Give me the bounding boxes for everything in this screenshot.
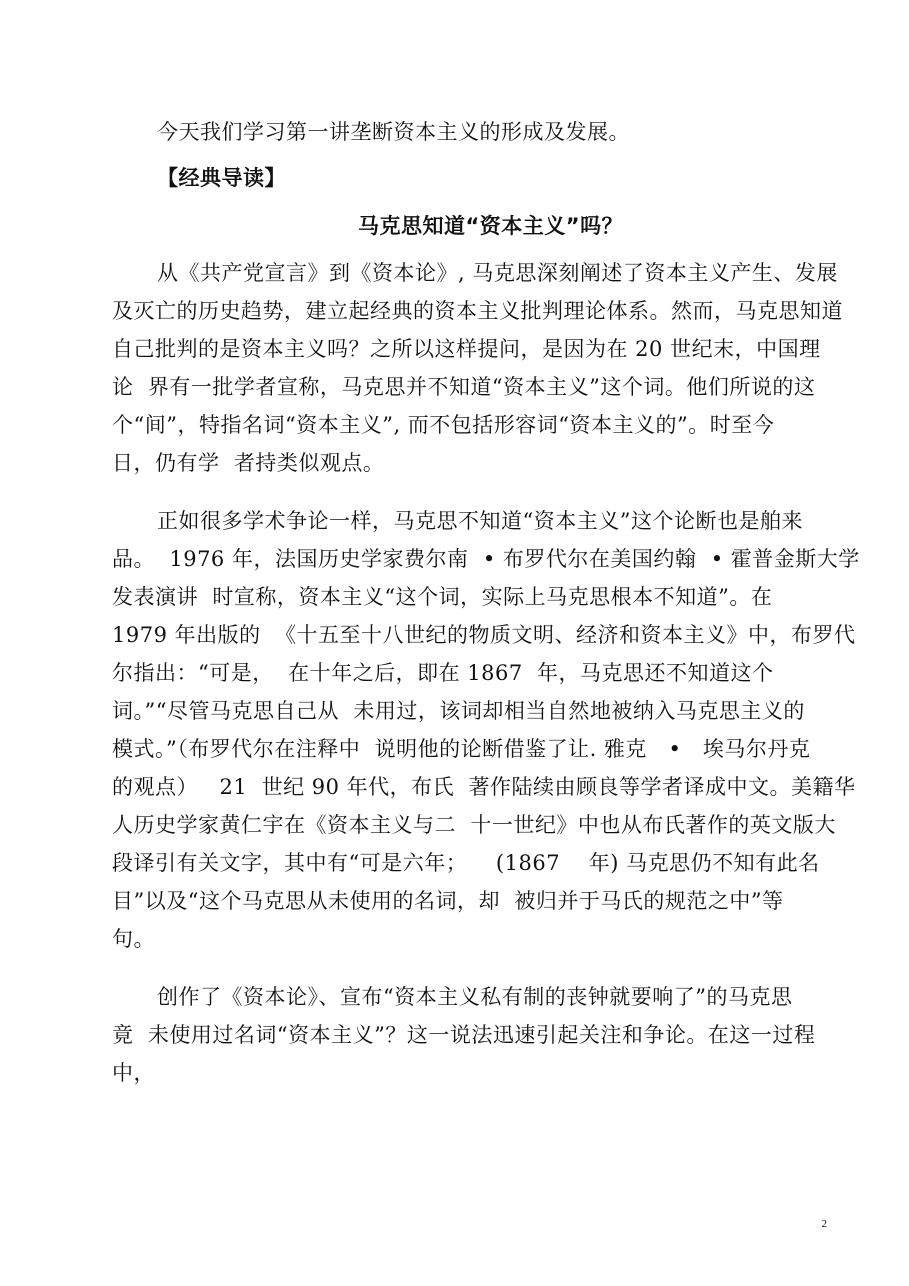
paragraph-line: 发表演讲 时宣称，资本主义“这个词，实际上马克思根本不知道”。在 xyxy=(112,585,773,609)
paragraph-line: 从《共产党宣言》到《资本论》, 马克思深刻阐述了资本主义产生、发展 xyxy=(157,261,838,285)
paragraph-line: 目”以及“这个马克思从未使用的名词，却 被归并于马氏的规范之中”等 xyxy=(112,889,784,913)
paragraph-line: 个“间”，特指名词“资本主义”, 而不包括形容词“资本主义的”。时至今 xyxy=(112,413,775,437)
paragraph-line: 竟 未使用过名词“资本主义”？这一说法迅速引起关注和争论。在这一过程 xyxy=(112,1023,816,1047)
paragraph-line: 模式。”（布罗代尔在注释中 说明他的论断借鉴了让. 雅克 • 埃马尔丹克 xyxy=(112,737,811,761)
paragraph-line: 的观点） 21 世纪 90 年代，布氏 著作陆续由顾良等学者译成中文。美籍华 xyxy=(112,775,856,799)
paragraph-line: 人历史学家黄仁宇在《资本主义与二 十一世纪》中也从布氏著作的英文版大 xyxy=(112,813,836,837)
paragraph-line: 论 界有一批学者宣称，马克思并不知道“资本主义”这个词。他们所说的这 xyxy=(112,375,816,399)
paragraph-line: 词。”“尽管马克思自己从 未用过，该词却相当自然地被纳入马克思主义的 xyxy=(112,699,805,723)
paragraph-line: 句。 xyxy=(112,927,155,951)
paragraph-line: 尔指出：“可是， 在十年之后，即在 1867 年，马克思还不知道这个 xyxy=(112,661,774,685)
paragraph-line: 自己批判的是资本主义吗？之所以这样提问，是因为在 20 世纪末，中国理 xyxy=(112,337,821,361)
article-title: 马克思知道“资本主义”吗？ xyxy=(358,214,624,238)
paragraph-line: 品。 1976 年，法国历史学家费尔南 • 布罗代尔在美国约翰 • 霍普金斯大学 xyxy=(112,547,860,571)
paragraph-line: 正如很多学术争论一样，马克思不知道“资本主义”这个论断也是舶来 xyxy=(157,509,803,533)
paragraph-line: 创作了《资本论》、宣布“资本主义私有制的丧钟就要响了”的马克思 xyxy=(157,985,793,1009)
intro-text: 今天我们学习第一讲垄断资本主义的形成及发展。 xyxy=(157,120,630,144)
paragraph-line: 段译引有关文字，其中有“可是六年； (1867 年) 马克思仍不知有此名 xyxy=(112,851,820,875)
page-number: 2 xyxy=(821,1218,827,1230)
paragraph-line: 中， xyxy=(112,1061,155,1085)
paragraph-line: 及灭亡的历史趋势，建立起经典的资本主义批判理论体系。然而，马克思知道 xyxy=(112,299,843,323)
section-heading: 【经典导读】 xyxy=(157,166,286,190)
paragraph-line: 日，仍有学 者持类似观点。 xyxy=(112,451,385,475)
paragraph-line: 1979 年出版的 《十五至十八世纪的物质文明、经济和资本主义》中，布罗代 xyxy=(112,623,856,647)
